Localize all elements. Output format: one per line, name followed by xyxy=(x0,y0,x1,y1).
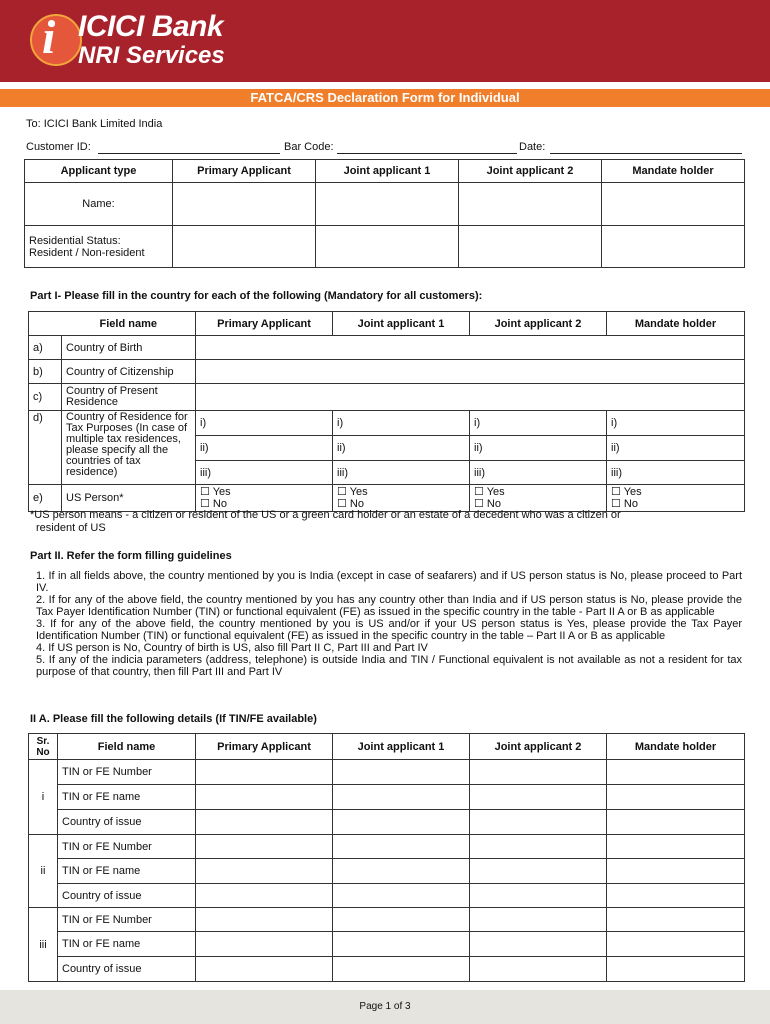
g3-tin-name-joint2[interactable] xyxy=(470,932,607,957)
tax-joint1-i[interactable]: i) xyxy=(333,411,470,436)
header-mandate: Mandate holder xyxy=(602,160,745,183)
name-mandate-field[interactable] xyxy=(602,183,745,226)
guideline-4: 4. If US person is No, Country of birth is US, also fill Part II C, Part III and Part IV xyxy=(36,642,428,654)
g3-tin-number-joint2[interactable] xyxy=(470,908,607,932)
part2a-header-primary: Primary Applicant xyxy=(196,734,333,760)
country-of-birth-field[interactable] xyxy=(196,336,745,360)
form-title: FATCA/CRS Declaration Form for Individual xyxy=(250,90,520,105)
row-b-id: b) xyxy=(29,360,62,384)
g1-tin-number-joint2[interactable] xyxy=(470,760,607,785)
g1-country-label: Country of issue xyxy=(58,810,196,835)
part1-header-blank xyxy=(29,312,62,336)
g2-country-joint2[interactable] xyxy=(470,884,607,908)
group-ii-id: ii xyxy=(29,835,58,908)
tax-mandate-i[interactable]: i) xyxy=(607,411,745,436)
date-label: Date: xyxy=(519,141,546,153)
g3-tin-number-joint1[interactable] xyxy=(333,908,470,932)
g1-country-mandate[interactable] xyxy=(607,810,745,835)
residential-mandate-field[interactable] xyxy=(602,226,745,268)
part1-title: Part I- Please fill in the country for each of the following (Mandatory for all customers): xyxy=(30,290,483,302)
part1-header-joint1: Joint applicant 1 xyxy=(333,312,470,336)
row-a-label: Country of Birth xyxy=(62,336,196,360)
g3-country-joint2[interactable] xyxy=(470,957,607,982)
g1-tin-name-joint1[interactable] xyxy=(333,785,470,810)
g2-country-label: Country of issue xyxy=(58,884,196,908)
part1-table xyxy=(28,311,745,512)
name-primary-field[interactable] xyxy=(173,183,316,226)
g1-country-primary[interactable] xyxy=(196,810,333,835)
g1-tin-name-label: TIN or FE name xyxy=(58,785,196,810)
g1-tin-number-joint1[interactable] xyxy=(333,760,470,785)
g3-tin-number-label: TIN or FE Number xyxy=(58,908,196,932)
tax-joint1-ii[interactable]: ii) xyxy=(333,436,470,461)
g2-tin-number-joint1[interactable] xyxy=(333,835,470,859)
g1-tin-name-mandate[interactable] xyxy=(607,785,745,810)
g3-country-label: Country of issue xyxy=(58,957,196,982)
us-person-note-2: resident of US xyxy=(36,522,106,534)
residential-joint1-field[interactable] xyxy=(316,226,459,268)
us-primary-no-checkbox[interactable]: ☐ No xyxy=(200,498,227,510)
part2a-header-joint2: Joint applicant 2 xyxy=(470,734,607,760)
row-c-id: c) xyxy=(29,384,62,411)
part1-header-primary: Primary Applicant xyxy=(196,312,333,336)
row-e-label: US Person* xyxy=(62,485,196,512)
g2-tin-name-label: TIN or FE name xyxy=(58,859,196,884)
tax-primary-i[interactable]: i) xyxy=(196,411,333,436)
part1-header-mandate: Mandate holder xyxy=(607,312,745,336)
us-mandate-no-checkbox[interactable]: ☐ No xyxy=(611,498,638,510)
header-primary: Primary Applicant xyxy=(173,160,316,183)
name-joint1-field[interactable] xyxy=(316,183,459,226)
us-primary-yes-checkbox[interactable]: ☐ Yes xyxy=(200,486,231,498)
tax-mandate-iii[interactable]: iii) xyxy=(607,461,745,485)
group-iii-id: iii xyxy=(29,908,58,982)
g3-country-primary[interactable] xyxy=(196,957,333,982)
tax-mandate-ii[interactable]: ii) xyxy=(607,436,745,461)
part2-title: Part II. Refer the form filling guidelines xyxy=(30,550,232,562)
part2a-title: II A. Please fill the following details (If TIN/FE available) xyxy=(30,713,317,725)
guideline-3: 3. If for any of the above field, the country mentioned by you is US and/or if your US person status is Yes, please provide the Tax Payer Identification Number (TIN) or functional equivalent (FE) as issued in the specific country in the table – Part II A or B as applicable xyxy=(36,618,742,642)
us-mandate-yes-checkbox[interactable]: ☐ Yes xyxy=(611,486,642,498)
part2a-header-srno: Sr. No xyxy=(29,734,58,760)
g2-tin-name-joint1[interactable] xyxy=(333,859,470,884)
guideline-5: 5. If any of the indicia parameters (address, telephone) is outside India and TIN / Functional equivalent is not available as not a resident for tax purpose of that country, then fill Part III and Part IV xyxy=(36,654,742,678)
g1-country-joint2[interactable] xyxy=(470,810,607,835)
part2a-table xyxy=(28,733,745,982)
residential-label: Residential Status: xyxy=(29,234,121,247)
name-label: Name: xyxy=(25,183,173,226)
g3-country-joint1[interactable] xyxy=(333,957,470,982)
g2-tin-number-mandate[interactable] xyxy=(607,835,745,859)
g1-tin-name-joint2[interactable] xyxy=(470,785,607,810)
group-i-id: i xyxy=(29,760,58,835)
country-of-present-residence-field[interactable] xyxy=(196,384,745,411)
logo-letter: i xyxy=(42,11,56,64)
g3-tin-name-mandate[interactable] xyxy=(607,932,745,957)
residential-label-cell xyxy=(25,226,173,268)
applicant-table xyxy=(24,159,745,268)
us-person-note: *US person means - a citizen or resident of the US or a green card holder or an estate of a decedent who was a citizen or xyxy=(30,509,621,521)
g2-country-mandate[interactable] xyxy=(607,884,745,908)
row-b-label: Country of Citizenship xyxy=(62,360,196,384)
guideline-1: 1. If in all fields above, the country mentioned by you is India (except in case of seafarers) and if US person status is No, please proceed to Part IV. xyxy=(36,570,742,594)
us-joint2-no-checkbox[interactable]: ☐ No xyxy=(474,498,501,510)
tax-joint1-iii[interactable]: iii) xyxy=(333,461,470,485)
part2a-header-joint1: Joint applicant 1 xyxy=(333,734,470,760)
header-joint-1: Joint applicant 1 xyxy=(316,160,459,183)
us-joint1-yes-checkbox[interactable]: ☐ Yes xyxy=(337,486,368,498)
us-joint2-yes-checkbox[interactable]: ☐ Yes xyxy=(474,486,505,498)
g1-tin-number-mandate[interactable] xyxy=(607,760,745,785)
g3-tin-name-label: TIN or FE name xyxy=(58,932,196,957)
g2-country-joint1[interactable] xyxy=(333,884,470,908)
tax-primary-ii[interactable]: ii) xyxy=(196,436,333,461)
part1-header-field: Field name xyxy=(62,312,196,336)
g3-country-mandate[interactable] xyxy=(607,957,745,982)
guidelines-list xyxy=(36,570,742,678)
page-number: Page 1 of 3 xyxy=(359,1001,411,1012)
row-d-id: d) xyxy=(29,411,62,485)
g3-tin-number-primary[interactable] xyxy=(196,908,333,932)
bank-name: ICICI Bank xyxy=(78,10,224,43)
g2-tin-name-primary[interactable] xyxy=(196,859,333,884)
us-joint1-no-checkbox[interactable]: ☐ No xyxy=(337,498,364,510)
residential-sub: Resident / Non-resident xyxy=(29,246,145,259)
residential-joint2-field[interactable] xyxy=(459,226,602,268)
g3-tin-name-primary[interactable] xyxy=(196,932,333,957)
us-person-primary xyxy=(196,485,333,512)
tax-joint2-i[interactable]: i) xyxy=(470,411,607,436)
part2a-header-mandate: Mandate holder xyxy=(607,734,745,760)
bar-code-field[interactable] xyxy=(337,153,517,154)
guideline-2: 2. If for any of the above field, the country mentioned by you has any country other than India and if US person status is No, please provide the Tax Payer Identification Number (TIN) or functional equivalent (FE) as issued in the specific country in the table - Part II A or B as applicable xyxy=(36,594,742,618)
header-applicant-type: Applicant type xyxy=(25,160,173,183)
name-joint2-field[interactable] xyxy=(459,183,602,226)
part1-header-joint2: Joint applicant 2 xyxy=(470,312,607,336)
us-person-joint2 xyxy=(470,485,607,512)
g2-tin-number-joint2[interactable] xyxy=(470,835,607,859)
customer-id-label: Customer ID: xyxy=(26,141,91,153)
g2-tin-number-primary[interactable] xyxy=(196,835,333,859)
g2-tin-name-mandate[interactable] xyxy=(607,859,745,884)
row-d-label: Country of Residence for Tax Purposes (In case of multiple tax residences, please specify all the countries of tax residence) xyxy=(62,411,196,485)
g2-tin-name-joint2[interactable] xyxy=(470,859,607,884)
customer-id-field[interactable] xyxy=(98,153,280,154)
g1-tin-number-primary[interactable] xyxy=(196,760,333,785)
header-joint-2: Joint applicant 2 xyxy=(459,160,602,183)
row-a-id: a) xyxy=(29,336,62,360)
g2-country-primary[interactable] xyxy=(196,884,333,908)
tax-primary-iii[interactable]: iii) xyxy=(196,461,333,485)
g1-country-joint1[interactable] xyxy=(333,810,470,835)
date-field[interactable] xyxy=(550,153,742,154)
residential-primary-field[interactable] xyxy=(173,226,316,268)
g1-tin-name-primary[interactable] xyxy=(196,785,333,810)
g2-tin-number-label: TIN or FE Number xyxy=(58,835,196,859)
row-c-label: Country of Present Residence xyxy=(62,384,196,411)
g1-tin-number-label: TIN or FE Number xyxy=(58,760,196,785)
service-name: NRI Services xyxy=(78,42,225,69)
us-person-mandate xyxy=(607,485,745,512)
bar-code-label: Bar Code: xyxy=(284,141,334,153)
bank-logo-icon xyxy=(30,14,82,66)
part2a-header-field: Field name xyxy=(58,734,196,760)
tax-joint2-iii[interactable]: iii) xyxy=(470,461,607,485)
us-person-joint1 xyxy=(333,485,470,512)
to-line: To: ICICI Bank Limited India xyxy=(26,118,163,130)
g3-tin-name-joint1[interactable] xyxy=(333,932,470,957)
row-e-id: e) xyxy=(29,485,62,512)
country-of-citizenship-field[interactable] xyxy=(196,360,745,384)
g3-tin-number-mandate[interactable] xyxy=(607,908,745,932)
tax-joint2-ii[interactable]: ii) xyxy=(470,436,607,461)
